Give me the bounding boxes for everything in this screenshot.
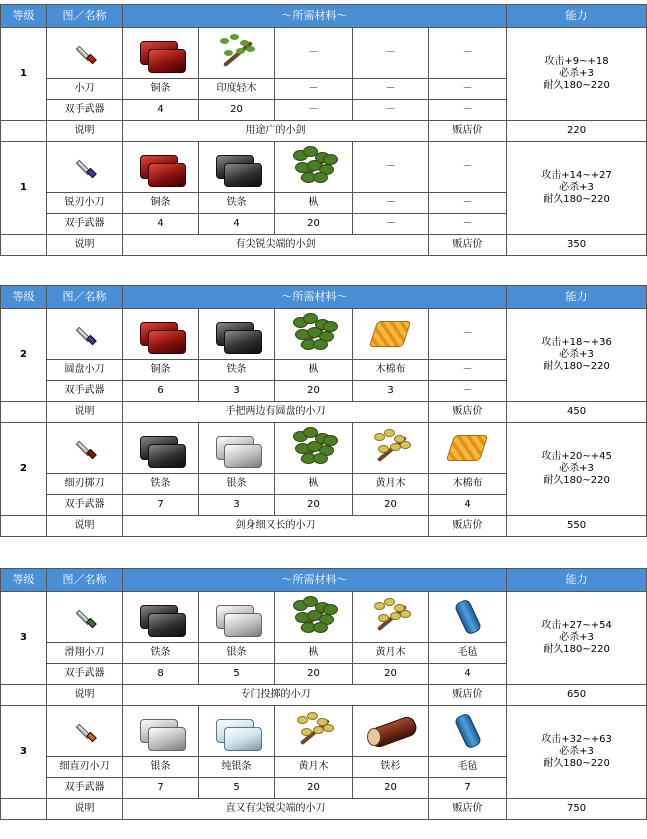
ability-durability: 耐久180~220: [543, 194, 610, 205]
weapon-cell: [47, 706, 123, 757]
ability-durability: 耐久180~220: [543, 80, 610, 91]
ability-durability: 耐久180~220: [543, 644, 610, 655]
ability-crit: 必杀+3: [559, 463, 594, 474]
price-label: 贩店价: [429, 235, 507, 256]
price-label: 贩店价: [429, 121, 507, 142]
yellow-moon-branch-icon: [289, 710, 339, 752]
material-name: 毛毡: [429, 643, 507, 664]
material-icon-cell: [275, 706, 353, 757]
material-qty: 7: [429, 778, 507, 799]
material-icon-cell: [275, 423, 353, 474]
knife-icon: [73, 41, 97, 65]
material-icon-cell: [275, 142, 353, 193]
desc-label: 说明: [47, 402, 123, 423]
weapon-type: 双手武器: [47, 495, 123, 516]
ability-durability: 耐久180~220: [543, 361, 610, 372]
ability-cell: [507, 706, 647, 799]
ability-cell: [507, 309, 647, 402]
material-name: 铁条: [123, 643, 199, 664]
weapon-table: [0, 568, 647, 820]
ability-durability: 耐久180~220: [543, 475, 610, 486]
material-icon-cell: [353, 142, 429, 193]
silver-ingot-icon: [212, 599, 262, 635]
material-icon-cell: [429, 592, 507, 643]
knife-icon: [73, 719, 97, 743]
material-qty: 5: [199, 778, 275, 799]
material-name: 铜条: [123, 360, 199, 381]
pure-silver-ingot-icon: [212, 713, 262, 749]
material-name: 毛毡: [429, 757, 507, 778]
material-qty: 7: [123, 495, 199, 516]
header-name: 图／名称: [47, 286, 123, 309]
iron-ingot-icon: [136, 599, 186, 635]
weapon-section: [0, 285, 647, 537]
header-materials: ～所需材料～: [123, 569, 507, 592]
header-ability: 能力: [507, 5, 647, 28]
ability-attack: 攻击+27~+54: [541, 620, 612, 631]
material-name: 铁条: [123, 474, 199, 495]
material-name: 枞: [275, 474, 353, 495]
material-icon-cell: [199, 592, 275, 643]
fir-branch-icon: [289, 146, 339, 188]
weapon-section: [0, 4, 647, 256]
material-icon-cell: [123, 309, 199, 360]
material-name: 印度轻木: [199, 79, 275, 100]
material-qty: －: [429, 100, 507, 121]
desc-label: 说明: [47, 121, 123, 142]
item-description: 手把两边有圆盘的小刀: [123, 402, 429, 423]
item-level: 1: [1, 142, 47, 235]
material-name: 枞: [275, 360, 353, 381]
desc-label: 说明: [47, 799, 123, 820]
item-description: 有尖锐尖端的小剑: [123, 235, 429, 256]
item-price: 650: [507, 685, 647, 706]
item-level: 1: [1, 28, 47, 121]
item-level: 2: [1, 309, 47, 402]
material-icon-cell: [353, 423, 429, 474]
material-qty: 20: [353, 495, 429, 516]
item-price: 350: [507, 235, 647, 256]
material-name: 黄月木: [353, 643, 429, 664]
weapon-cell: [47, 142, 123, 193]
empty-dash: －: [462, 161, 473, 172]
material-icon-cell: [199, 309, 275, 360]
material-qty: 20: [353, 664, 429, 685]
ability-crit: 必杀+3: [559, 182, 594, 193]
weapon-section: [0, 568, 647, 820]
item-description: 用途广的小剑: [123, 121, 429, 142]
material-qty: 20: [275, 214, 353, 235]
spacer-cell: [1, 685, 47, 706]
item-description: 剑身细又长的小刀: [123, 516, 429, 537]
silver-ingot-icon: [136, 713, 186, 749]
copper-ingot-icon: [136, 35, 186, 71]
material-qty: 20: [275, 664, 353, 685]
material-qty: 4: [123, 214, 199, 235]
material-name: 铜条: [123, 193, 199, 214]
ability-attack: 攻击+9~+18: [544, 56, 609, 67]
item-level: 2: [1, 423, 47, 516]
material-icon-cell: [353, 706, 429, 757]
desc-label: 说明: [47, 516, 123, 537]
ability-cell: [507, 592, 647, 685]
ability-durability: 耐久180~220: [543, 758, 610, 769]
spacer-cell: [1, 121, 47, 142]
material-name: －: [429, 79, 507, 100]
price-label: 贩店价: [429, 516, 507, 537]
price-label: 贩店价: [429, 799, 507, 820]
spacer-cell: [1, 235, 47, 256]
material-name: －: [353, 79, 429, 100]
weapon-name: 细直刃小刀: [47, 757, 123, 778]
material-name: 纯银条: [199, 757, 275, 778]
ability-attack: 攻击+20~+45: [541, 451, 612, 462]
weapon-cell: [47, 28, 123, 79]
header-ability: 能力: [507, 569, 647, 592]
header-name: 图／名称: [47, 569, 123, 592]
weapon-cell: [47, 592, 123, 643]
weapon-table: [0, 285, 647, 537]
material-icon-cell: [429, 309, 507, 360]
item-description: 专门投掷的小刀: [123, 685, 429, 706]
material-icon-cell: [353, 592, 429, 643]
material-qty: －: [353, 100, 429, 121]
material-qty: 4: [199, 214, 275, 235]
material-name: －: [275, 79, 353, 100]
header-row: [1, 569, 647, 592]
weapon-cell: [47, 309, 123, 360]
weapon-table: [0, 4, 647, 256]
item-price: 750: [507, 799, 647, 820]
knife-icon: [73, 605, 97, 629]
material-icon-cell: [429, 423, 507, 474]
ability-cell: [507, 423, 647, 516]
material-qty: 8: [123, 664, 199, 685]
spacer-cell: [1, 799, 47, 820]
material-icon-cell: [123, 592, 199, 643]
item-level: 3: [1, 706, 47, 799]
ability-crit: 必杀+3: [559, 746, 594, 757]
price-label: 贩店价: [429, 685, 507, 706]
felt-icon: [446, 712, 490, 750]
material-icon-cell: [123, 28, 199, 79]
spacer-cell: [1, 516, 47, 537]
knife-icon: [73, 155, 97, 179]
material-name: －: [429, 193, 507, 214]
ability-crit: 必杀+3: [559, 349, 594, 360]
material-qty: －: [275, 100, 353, 121]
material-icon-cell: [275, 309, 353, 360]
empty-dash: －: [308, 47, 319, 58]
cotton-cloth-icon: [446, 429, 490, 467]
iron-ingot-icon: [212, 316, 262, 352]
weapon-name: 滑翔小刀: [47, 643, 123, 664]
header-materials: ～所需材料～: [123, 5, 507, 28]
empty-dash: －: [385, 47, 396, 58]
material-icon-cell: [199, 142, 275, 193]
header-level: 等级: [1, 569, 47, 592]
material-icon-cell: [429, 142, 507, 193]
material-icon-cell: [199, 706, 275, 757]
material-icon-cell: [353, 309, 429, 360]
material-icon-cell: [275, 592, 353, 643]
material-qty: 20: [275, 381, 353, 402]
empty-dash: －: [462, 328, 473, 339]
material-icon-cell: [429, 28, 507, 79]
copper-ingot-icon: [136, 149, 186, 185]
material-icon-cell: [353, 28, 429, 79]
felt-icon: [446, 598, 490, 636]
material-icon-cell: [123, 423, 199, 474]
material-name: 铁杉: [353, 757, 429, 778]
material-icon-cell: [123, 706, 199, 757]
weapon-name: 细刃掷刀: [47, 474, 123, 495]
item-level: 3: [1, 592, 47, 685]
empty-dash: －: [385, 161, 396, 172]
weapon-type: 双手武器: [47, 381, 123, 402]
desc-label: 说明: [47, 235, 123, 256]
header-level: 等级: [1, 286, 47, 309]
material-name: 银条: [199, 643, 275, 664]
hemlock-log-icon: [363, 714, 419, 748]
material-name: 银条: [123, 757, 199, 778]
header-row: [1, 286, 647, 309]
weapon-type: 双手武器: [47, 100, 123, 121]
item-description: 直又有尖锐尖端的小刀: [123, 799, 429, 820]
material-icon-cell: [123, 142, 199, 193]
branch-icon: [212, 32, 262, 74]
material-name: 铁条: [199, 360, 275, 381]
material-name: 铜条: [123, 79, 199, 100]
fir-branch-icon: [289, 313, 339, 355]
material-name: －: [429, 360, 507, 381]
weapon-type: 双手武器: [47, 778, 123, 799]
spacer-cell: [1, 402, 47, 423]
empty-dash: －: [462, 47, 473, 58]
material-name: 木棉布: [429, 474, 507, 495]
yellow-moon-branch-icon: [366, 427, 416, 469]
material-qty: 3: [199, 381, 275, 402]
material-name: 枞: [275, 193, 353, 214]
ability-crit: 必杀+3: [559, 632, 594, 643]
material-icon-cell: [275, 28, 353, 79]
material-name: 枞: [275, 643, 353, 664]
material-qty: 4: [429, 495, 507, 516]
knife-icon: [73, 436, 97, 460]
header-materials: ～所需材料～: [123, 286, 507, 309]
material-name: －: [353, 193, 429, 214]
material-qty: 7: [123, 778, 199, 799]
material-qty: 6: [123, 381, 199, 402]
material-qty: 20: [199, 100, 275, 121]
material-qty: 3: [199, 495, 275, 516]
material-icon-cell: [429, 706, 507, 757]
ability-cell: [507, 28, 647, 121]
silver-ingot-icon: [212, 430, 262, 466]
iron-ingot-icon: [136, 430, 186, 466]
ability-cell: [507, 142, 647, 235]
header-level: 等级: [1, 5, 47, 28]
material-qty: 20: [353, 778, 429, 799]
material-qty: 20: [275, 778, 353, 799]
material-qty: －: [353, 214, 429, 235]
weapon-name: 锐刃小刀: [47, 193, 123, 214]
header-name: 图／名称: [47, 5, 123, 28]
material-qty: －: [429, 381, 507, 402]
material-name: 木棉布: [353, 360, 429, 381]
material-icon-cell: [199, 423, 275, 474]
ability-attack: 攻击+18~+36: [541, 337, 612, 348]
price-label: 贩店价: [429, 402, 507, 423]
header-row: [1, 5, 647, 28]
fir-branch-icon: [289, 596, 339, 638]
header-ability: 能力: [507, 286, 647, 309]
material-qty: 20: [275, 495, 353, 516]
fir-branch-icon: [289, 427, 339, 469]
material-qty: －: [429, 214, 507, 235]
material-name: 银条: [199, 474, 275, 495]
material-name: 铁条: [199, 193, 275, 214]
ability-crit: 必杀+3: [559, 68, 594, 79]
weapon-cell: [47, 423, 123, 474]
knife-icon: [73, 322, 97, 346]
copper-ingot-icon: [136, 316, 186, 352]
item-price: 220: [507, 121, 647, 142]
weapon-name: 圆盘小刀: [47, 360, 123, 381]
ability-attack: 攻击+32~+63: [541, 734, 612, 745]
item-price: 450: [507, 402, 647, 423]
ability-attack: 攻击+14~+27: [541, 170, 612, 181]
weapon-type: 双手武器: [47, 664, 123, 685]
yellow-moon-branch-icon: [366, 596, 416, 638]
material-qty: 4: [123, 100, 199, 121]
material-qty: 4: [429, 664, 507, 685]
weapon-type: 双手武器: [47, 214, 123, 235]
material-qty: 3: [353, 381, 429, 402]
material-name: 黄月木: [353, 474, 429, 495]
cotton-cloth-icon: [369, 315, 413, 353]
material-icon-cell: [199, 28, 275, 79]
item-price: 550: [507, 516, 647, 537]
material-name: 黄月木: [275, 757, 353, 778]
material-qty: 5: [199, 664, 275, 685]
iron-ingot-icon: [212, 149, 262, 185]
desc-label: 说明: [47, 685, 123, 706]
weapon-name: 小刀: [47, 79, 123, 100]
